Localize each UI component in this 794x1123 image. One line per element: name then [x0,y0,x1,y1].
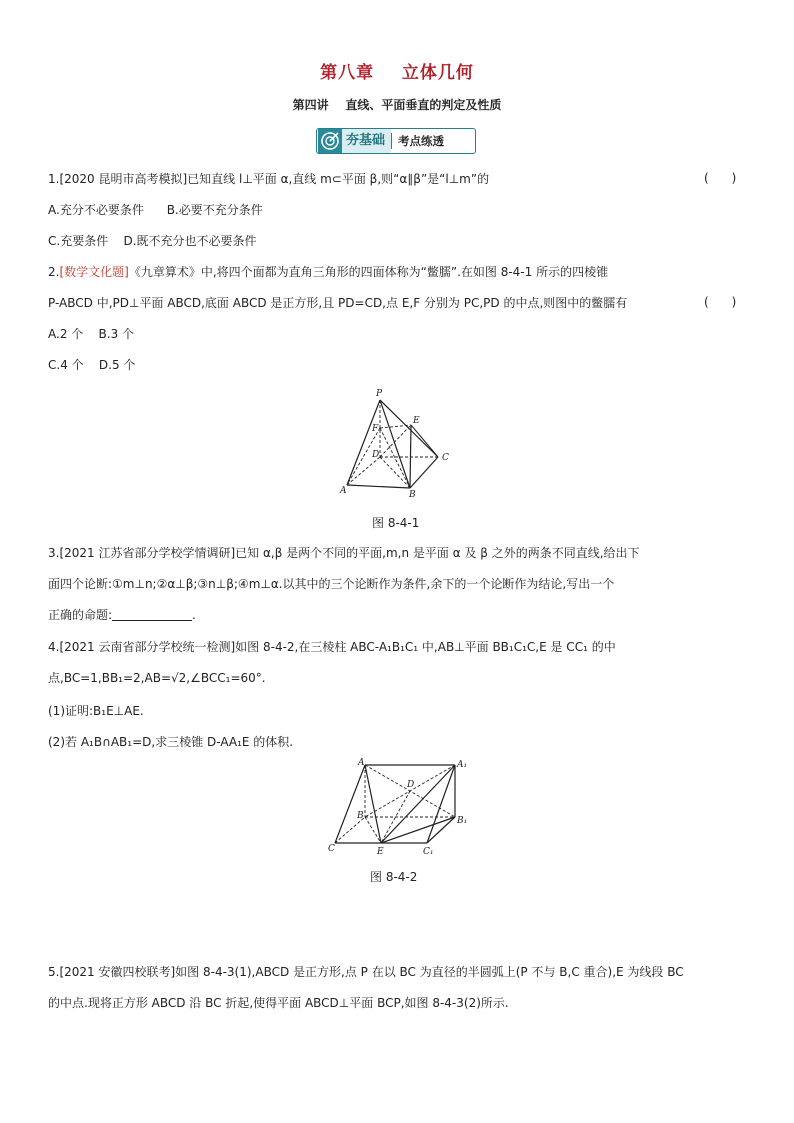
fig1-label-P: P [376,389,383,399]
q1-answer-paren: ( ) [704,171,737,185]
q1-options-row1: A.充分不必要条件 B.必要不充分条件 [48,203,263,217]
fig1-label-C: C [442,453,449,463]
q2-options-row2: C.4 个 D.5 个 [48,358,136,372]
q2-number: 2. [48,265,60,279]
q1-options-row2: C.充要条件 D.既不充分也不必要条件 [48,234,257,248]
fig1-label-F: F [372,424,379,434]
badge-sub-label: 考点练透 [398,134,445,148]
q3-line1: 3.[2021 江苏省部分学校学情调研]已知 α,β 是两个不同的平面,m,n 是平面 α 及 β 之外的两条不同直线,给出下 [48,546,640,560]
fig2-label-E: E [377,847,384,857]
target-icon [318,129,342,153]
q2-stem-line2: P-ABCD 中,PD⊥平面 ABCD,底面 ABCD 是正方形,且 PD=CD,点 E,F 分别为 PC,PD 的中点,则图中的鳖臑有 [48,296,628,310]
q2-stem-rest: 《九章算术》中,将四个面都为直角三角形的四面体称为“鳖臑”.在如图 8-4-1 所示的四棱锥 [128,265,609,279]
q3-line3-prefix: 正确的命题: [48,608,113,622]
q2-answer-paren: ( ) [704,295,737,309]
fig2-label-A1: A₁ [457,760,468,770]
q4-line2: 点,BC=1,BB₁=2,AB=√2,∠BCC₁=60°. [48,671,266,685]
fig1-label-E: E [413,416,420,426]
figure-8-4-2-caption: 图 8-4-2 [370,870,418,884]
fig2-label-C1: C₁ [423,847,434,857]
fig1-label-D: D [372,450,380,460]
fig1-label-B: B [409,490,416,500]
badge-main-label: 夯基础 [342,129,391,153]
fig1-label-A: A [340,486,347,496]
q5-line1: 5.[2021 安徽四校联考]如图 8-4-3(1),ABCD 是正方形,点 P 在以 BC 为直径的半圆弧上(P 不与 B,C 重合),E 为线段 BC [48,965,684,979]
q3-line3-suffix: . [192,608,196,622]
fig2-label-B1: B₁ [457,816,468,826]
q3-line3 [48,607,196,623]
q3-line2: 面四个论断:①m⊥n;②α⊥β;③n⊥β;④m⊥α.以其中的三个论断作为条件,余下的一个论断作为结论,写出一个 [48,577,615,591]
q3-answer-blank[interactable] [112,608,192,621]
lecture-title: 第四讲 直线、平面垂直的判定及性质 [292,98,502,112]
q4-line1: 4.[2021 云南省部分学校统一检测]如图 8-4-2,在三棱柱 ABC-A₁B₁C₁ 中,AB⊥平面 BB₁C₁C,E 是 CC₁ 的中 [48,640,616,654]
q1-stem: 1.[2020 昆明市高考模拟]已知直线 l⊥平面 α,直线 m⊂平面 β,则“α∥β”是“l⊥m”的 [48,172,490,186]
fig2-label-D: D [407,780,415,790]
fig2-label-A: A [358,758,365,768]
q4-part1: (1)证明:B₁E⊥AE. [48,704,144,718]
q5-line2: 的中点.现将正方形 ABCD 沿 BC 折起,使得平面 ABCD⊥平面 BCP,如图 8-4-3(2)所示. [48,996,509,1010]
q2-stem-line1 [48,264,608,280]
q4-part2: (2)若 A₁B∩AB₁=D,求三棱锥 D-AA₁E 的体积. [48,735,294,749]
section-badge [316,128,476,154]
figure-8-4-1 [335,385,460,500]
chapter-title: 第八章 立体几何 [320,63,474,83]
fig2-label-C: C [328,844,335,854]
fig2-label-B: B [357,811,364,821]
q2-tag: [数学文化题] [59,265,129,279]
figure-8-4-1-caption: 图 8-4-1 [372,516,420,530]
figure-8-4-2 [325,755,475,860]
q2-options-row1: A.2 个 B.3 个 [48,327,135,341]
